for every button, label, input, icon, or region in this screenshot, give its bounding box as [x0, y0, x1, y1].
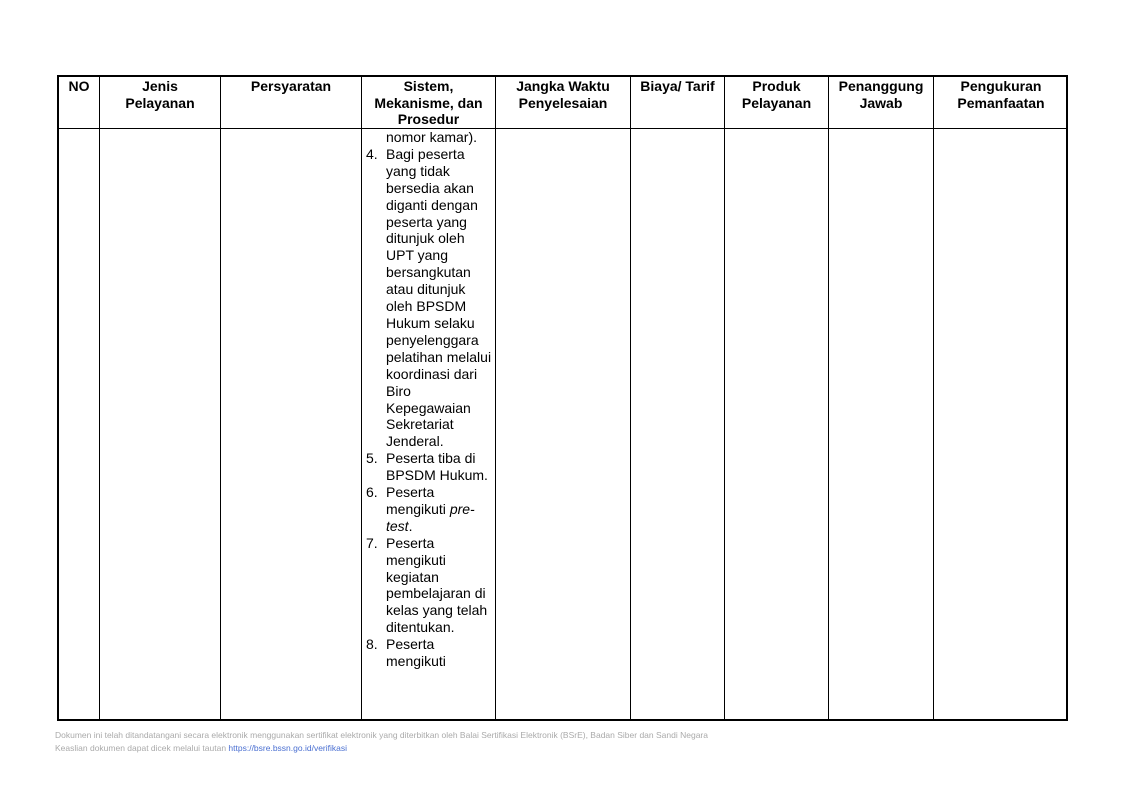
step-text: Peserta mengikuti [386, 636, 446, 670]
column-divider [933, 77, 934, 719]
header-jenis-pelayanan: Jenis Pelayanan [125, 78, 195, 111]
signature-footer [55, 729, 708, 754]
procedure-step [362, 535, 492, 636]
header-produk-pelayanan: Produk Pelayanan [741, 78, 812, 111]
header-divider [59, 128, 1066, 129]
procedure-list [362, 129, 492, 670]
step-text: Peserta mengikuti kegiatan pembelajaran di kelas yang telah ditentukan. [386, 534, 488, 636]
step-text-end: . [408, 517, 413, 534]
procedure-step [362, 636, 492, 670]
step-number: 5. [366, 450, 378, 467]
column-divider [495, 77, 496, 719]
header-jangka-waktu: Jangka Waktu Penyelesaian [516, 78, 610, 111]
service-standard-table [57, 75, 1068, 721]
column-divider [828, 77, 829, 719]
procedure-step [362, 484, 492, 535]
procedure-step [362, 450, 492, 484]
step-number: 8. [366, 636, 378, 653]
column-divider [99, 77, 100, 719]
header-penanggung-jawab: Penanggung Jawab [838, 78, 924, 111]
header-persyaratan: Persyaratan [250, 78, 332, 94]
column-divider [724, 77, 725, 719]
step-number: 4. [366, 145, 378, 162]
step-text-italic: pre-test [386, 500, 475, 534]
footer-verification-line [55, 742, 708, 755]
footer-verification-text: Keaslian dokumen dapat dicek melalui tautan [55, 742, 229, 753]
column-divider [630, 77, 631, 719]
column-divider [220, 77, 221, 719]
header-pengukuran-pemanfaatan: Pengukuran Pemanfaatan [957, 78, 1045, 111]
step-number: 6. [366, 484, 378, 501]
step-text: Peserta tiba di BPSDM Hukum. [386, 450, 488, 484]
header-sistem-mekanisme-prosedur: Sistem, Mekanisme, dan Prosedur [374, 78, 483, 127]
verification-link[interactable]: https://bsre.bssn.go.id/verifikasi [228, 742, 348, 753]
step-text: Bagi peserta yang tidak bersedia akan diganti dengan peserta yang ditunjuk oleh UPT yang bersangkutan atau ditunjuk oleh BPSDM Hukum selaku penyelenggara pelatihan melalui koordinasi dari Biro Kepegawaian Sekretariat Jenderal. [386, 145, 492, 450]
procedure-step [362, 146, 492, 450]
step-number: 7. [366, 534, 378, 551]
header-no: NO [68, 78, 90, 94]
procedure-continuation: nomor kamar). [386, 129, 478, 145]
header-biaya-tarif: Biaya/ Tarif [640, 78, 715, 94]
footer-signature-note: Dokumen ini telah ditandatangani secara elektronik menggunakan sertifikat elektronik yang diterbitkan oleh Balai Sertifikasi Elektronik (BSrE), Badan Siber dan Sandi Negara [55, 730, 708, 740]
step-text: Peserta mengikuti [386, 484, 450, 517]
